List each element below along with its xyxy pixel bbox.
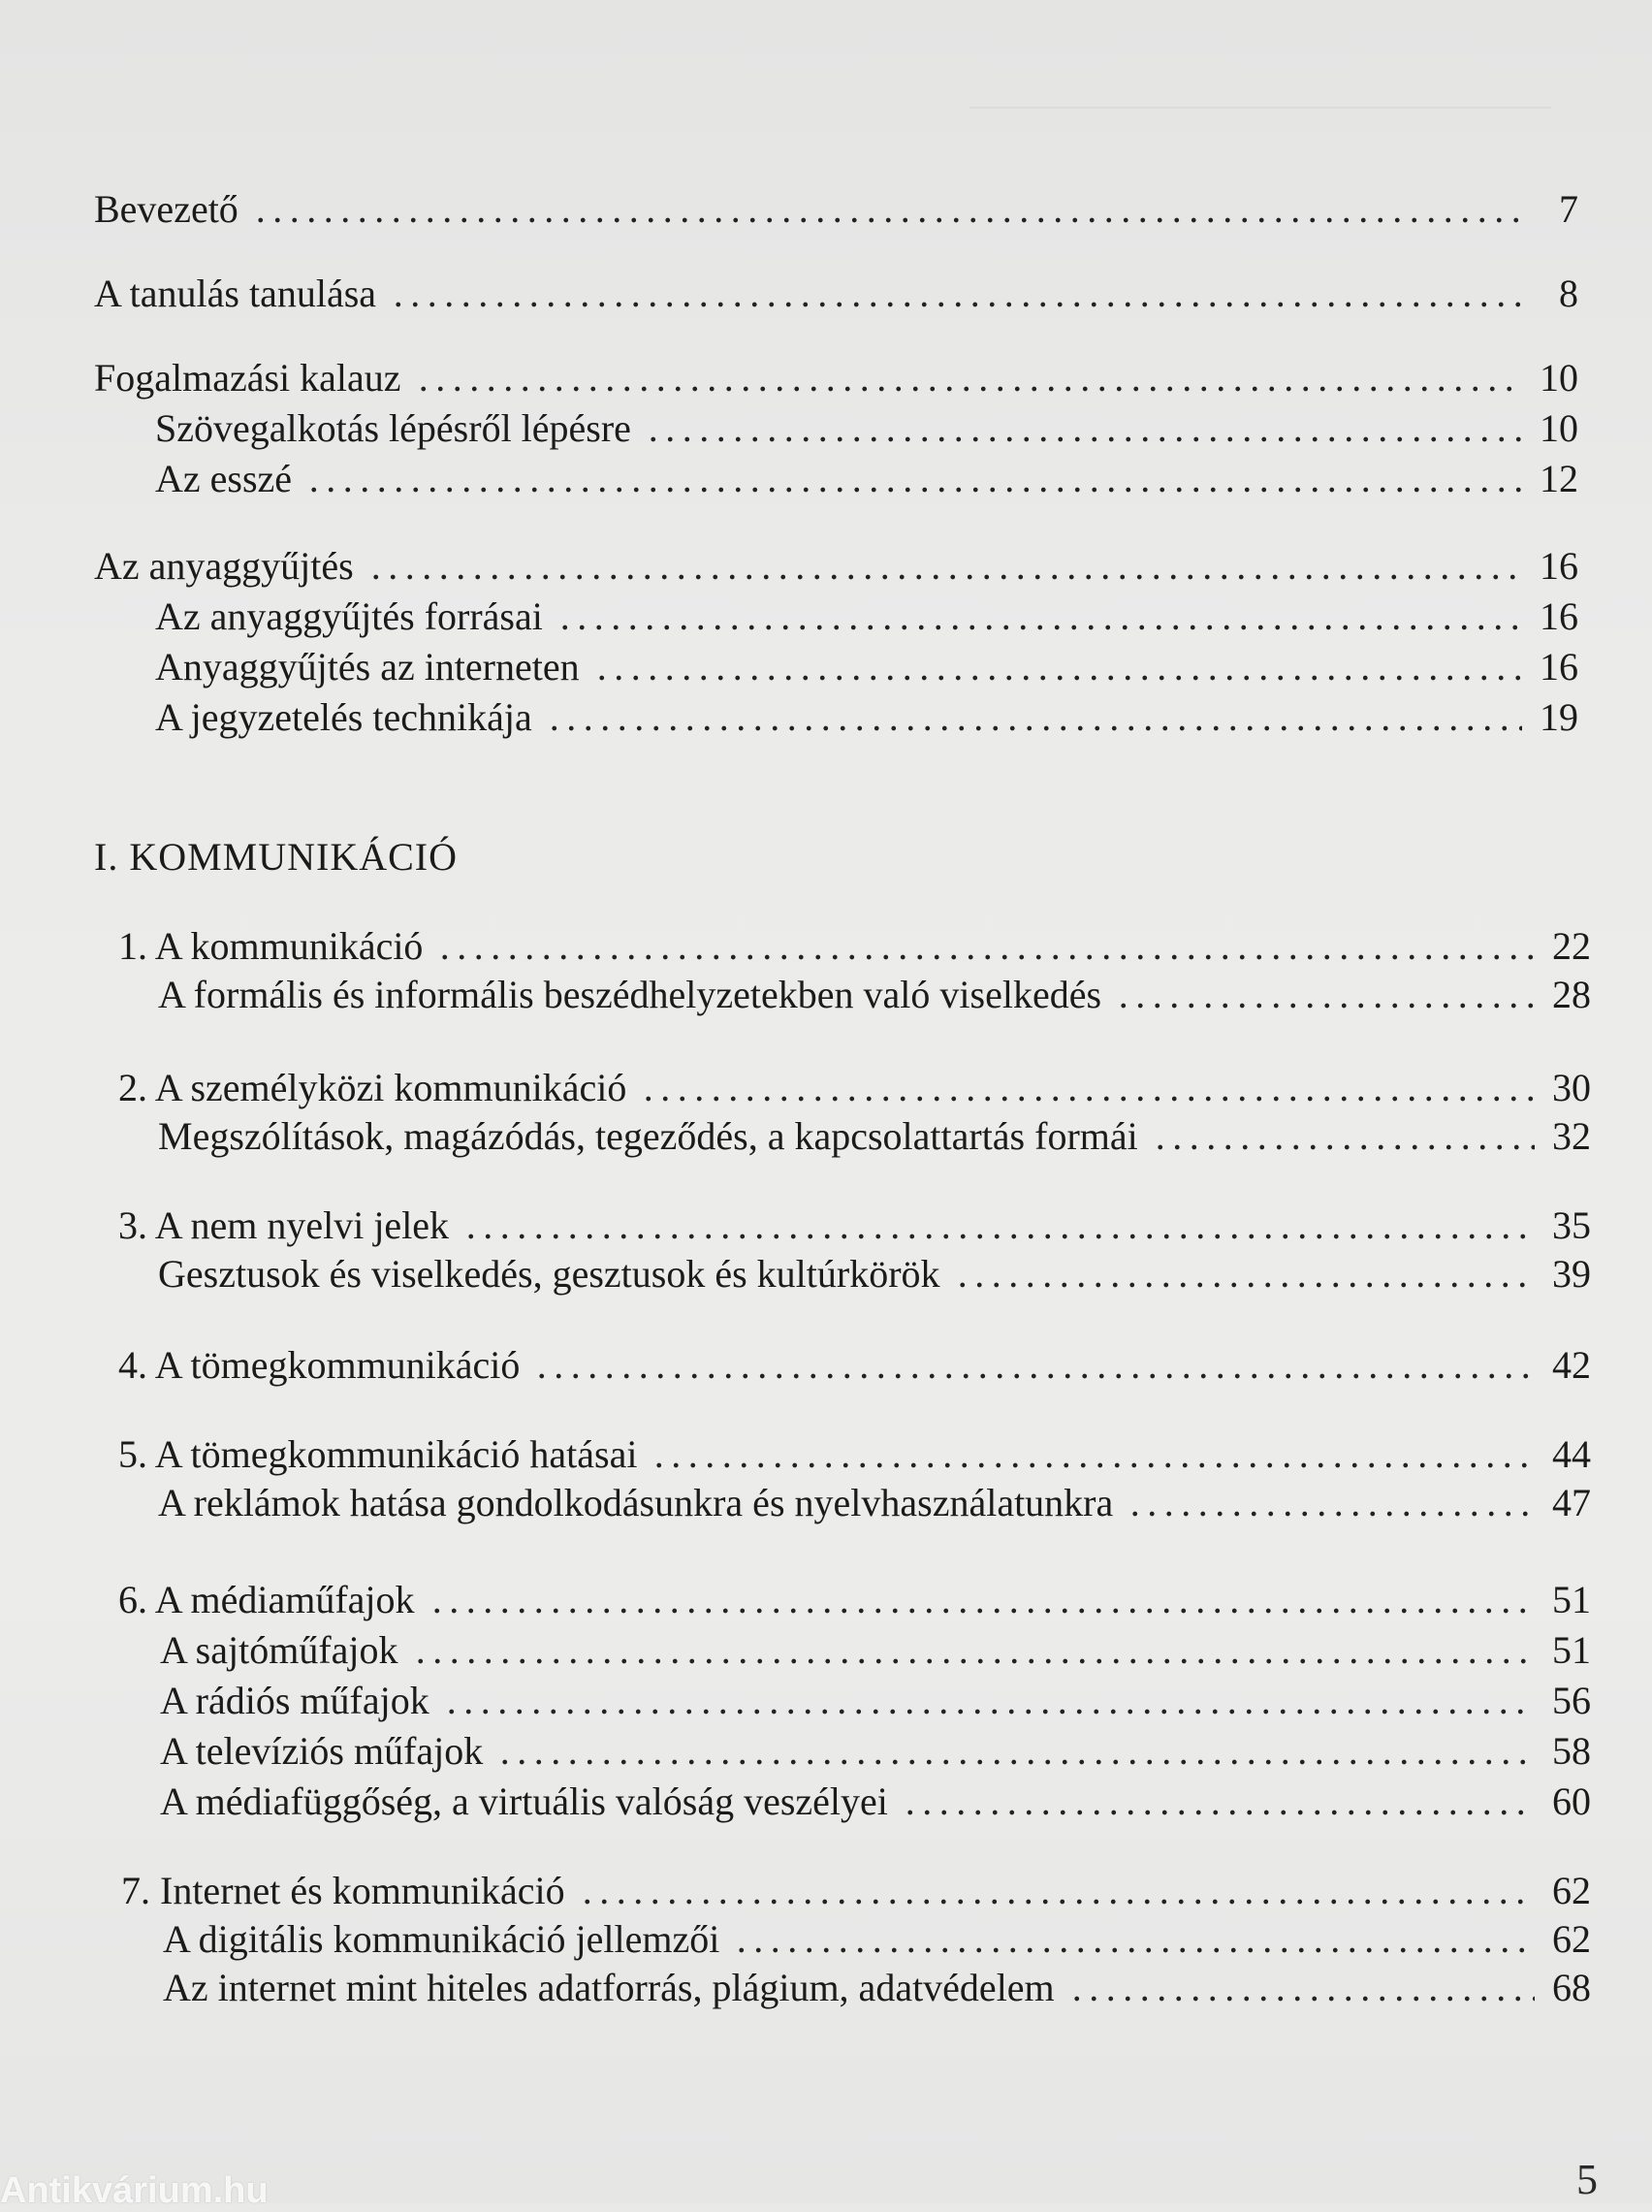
dot-leader (954, 1280, 1535, 1290)
toc-entry-title: Az anyaggyűjtés (94, 544, 354, 588)
watermark: Antikvárium.hu (0, 2170, 269, 2211)
toc-chapter[interactable] (118, 1575, 1591, 1625)
toc-entry-page: 58 (1552, 1729, 1591, 1773)
toc-entry-page: 39 (1552, 1252, 1591, 1296)
toc-entry-title: A sajtóműfajok (160, 1628, 398, 1672)
toc-chapter[interactable] (121, 1866, 1591, 1916)
toc-entry-page: 10 (1540, 406, 1578, 450)
toc-entry-page: 19 (1540, 695, 1578, 739)
toc-entry-title: Az internet mint hiteles adatforrás, plágium, adatvédelem (163, 1966, 1055, 2009)
toc-entry-title: 2. A személyközi kommunikáció (118, 1066, 627, 1109)
dot-leader (429, 1606, 1535, 1616)
toc-subentry[interactable] (160, 1625, 1591, 1676)
toc-entry-page: 16 (1540, 594, 1578, 638)
toc-entry-title: A médiafüggőség, a virtuális valóság veszélyei (160, 1779, 888, 1823)
toc-subentry[interactable] (155, 403, 1578, 454)
toc-entry-page: 68 (1552, 1966, 1591, 2009)
toc-entry-page: 42 (1552, 1343, 1591, 1387)
toc-subentry[interactable] (163, 1914, 1591, 1965)
toc-entry-title: A reklámok hatása gondolkodásunkra és nyelvhasználatunkra (158, 1481, 1114, 1524)
toc-entry-title: Fogalmazási kalauz (94, 356, 401, 400)
toc-chapter[interactable] (118, 1063, 1591, 1113)
dot-leader (415, 384, 1522, 394)
page-number: 5 (1576, 2156, 1598, 2203)
dot-leader (546, 723, 1522, 733)
toc-entry-page: 62 (1552, 1869, 1591, 1912)
section-heading: I. KOMMUNIKÁCIÓ (94, 835, 458, 879)
toc-entry-page: 8 (1559, 272, 1578, 315)
toc-entry-title: A formális és informális beszédhelyzetekben való viselkedés (158, 973, 1102, 1016)
toc-entry-title: A jegyzetelés technikája (155, 695, 532, 739)
dot-leader (533, 1371, 1535, 1381)
toc-subentry[interactable] (158, 1111, 1591, 1162)
toc-entry-title: 3. A nem nyelvi jelek (118, 1203, 450, 1247)
toc-subentry[interactable] (155, 692, 1578, 743)
toc-subentry[interactable] (160, 1676, 1591, 1726)
dot-leader (443, 1707, 1535, 1716)
dot-leader (252, 215, 1522, 225)
dot-leader (367, 572, 1522, 582)
dot-leader (436, 952, 1535, 962)
toc-entry[interactable] (94, 353, 1578, 403)
toc-subentry[interactable] (155, 454, 1578, 504)
toc-entry[interactable] (94, 541, 1578, 592)
toc-subentry[interactable] (155, 642, 1578, 692)
dot-leader (390, 300, 1522, 309)
toc-chapter[interactable] (118, 1201, 1591, 1251)
toc-chapter[interactable] (118, 1340, 1591, 1391)
toc-entry-title: 5. A tömegkommunikáció hatásai (118, 1432, 638, 1476)
toc-chapter[interactable] (118, 921, 1591, 972)
toc-entry-page: 7 (1559, 187, 1578, 231)
toc-entry-title: A digitális kommunikáció jellemzői (163, 1917, 720, 1961)
toc-entry-page: 10 (1540, 356, 1578, 400)
toc-subentry[interactable] (155, 592, 1578, 642)
toc-entry-page: 16 (1540, 645, 1578, 689)
toc-subentry[interactable] (158, 1478, 1591, 1528)
toc-subentry[interactable] (158, 970, 1591, 1020)
toc-subentry[interactable] (163, 1963, 1591, 2013)
toc-entry-page: 44 (1552, 1432, 1591, 1476)
toc-entry-page: 12 (1540, 457, 1578, 500)
toc-entry-page: 51 (1552, 1578, 1591, 1621)
toc-entry-page: 22 (1552, 924, 1591, 968)
toc-subentry[interactable] (160, 1777, 1591, 1827)
toc-entry-title: Az anyaggyűjtés forrásai (155, 594, 543, 638)
toc-entry[interactable] (94, 184, 1578, 235)
dot-leader (496, 1757, 1535, 1767)
dot-leader (640, 1094, 1535, 1104)
dot-leader (902, 1808, 1535, 1817)
dot-leader (462, 1232, 1535, 1241)
toc-entry-page: 51 (1552, 1628, 1591, 1672)
toc-entry-page: 35 (1552, 1203, 1591, 1247)
toc-entry-page: 16 (1540, 544, 1578, 588)
dot-leader (305, 485, 1522, 495)
toc-entry-page: 32 (1552, 1114, 1591, 1158)
dot-leader (1127, 1509, 1535, 1519)
toc-entry-title: A tanulás tanulása (94, 272, 377, 315)
toc-entry-title: Gesztusok és viselkedés, gesztusok és kultúrkörök (158, 1252, 940, 1296)
toc-chapter[interactable] (118, 1429, 1591, 1480)
toc-entry-page: 28 (1552, 973, 1591, 1016)
toc-entry-title: Megszólítások, magázódás, tegeződés, a kapcsolattartás formái (158, 1114, 1138, 1158)
toc-entry-title: Az esszé (155, 457, 293, 500)
toc-entry-page: 47 (1552, 1481, 1591, 1524)
toc-entry-page: 56 (1552, 1679, 1591, 1722)
toc-entry-title: Anyaggyűjtés az interneten (155, 645, 580, 689)
toc-entry-title: A rádiós műfajok (160, 1679, 429, 1722)
toc-entry-title: 4. A tömegkommunikáció (118, 1343, 521, 1387)
dot-leader (1115, 1001, 1535, 1010)
toc-entry-title: Bevezető (94, 187, 238, 231)
toc-entry-page: 62 (1552, 1917, 1591, 1961)
dot-leader (733, 1945, 1535, 1955)
dot-leader (645, 434, 1522, 444)
toc-entry-title: 1. A kommunikáció (118, 924, 424, 968)
toc-entry-page: 30 (1552, 1066, 1591, 1109)
toc-entry-title: 7. Internet és kommunikáció (121, 1869, 565, 1912)
dot-leader (593, 673, 1522, 683)
toc-entry-title: 6. A médiaműfajok (118, 1578, 415, 1621)
toc-entry-title: Szövegalkotás lépésről lépésre (155, 406, 631, 450)
dot-leader (1152, 1142, 1535, 1152)
toc-entry[interactable] (94, 269, 1578, 319)
dot-leader (651, 1460, 1535, 1470)
dot-leader (579, 1897, 1535, 1907)
dot-leader (556, 623, 1522, 632)
dot-leader (412, 1656, 1535, 1666)
dot-leader (1068, 1994, 1535, 2004)
toc-entry-title: A televíziós műfajok (160, 1729, 484, 1773)
toc-subentry[interactable] (160, 1726, 1591, 1777)
toc-subentry[interactable] (158, 1249, 1591, 1299)
toc-entry-page: 60 (1552, 1779, 1591, 1823)
